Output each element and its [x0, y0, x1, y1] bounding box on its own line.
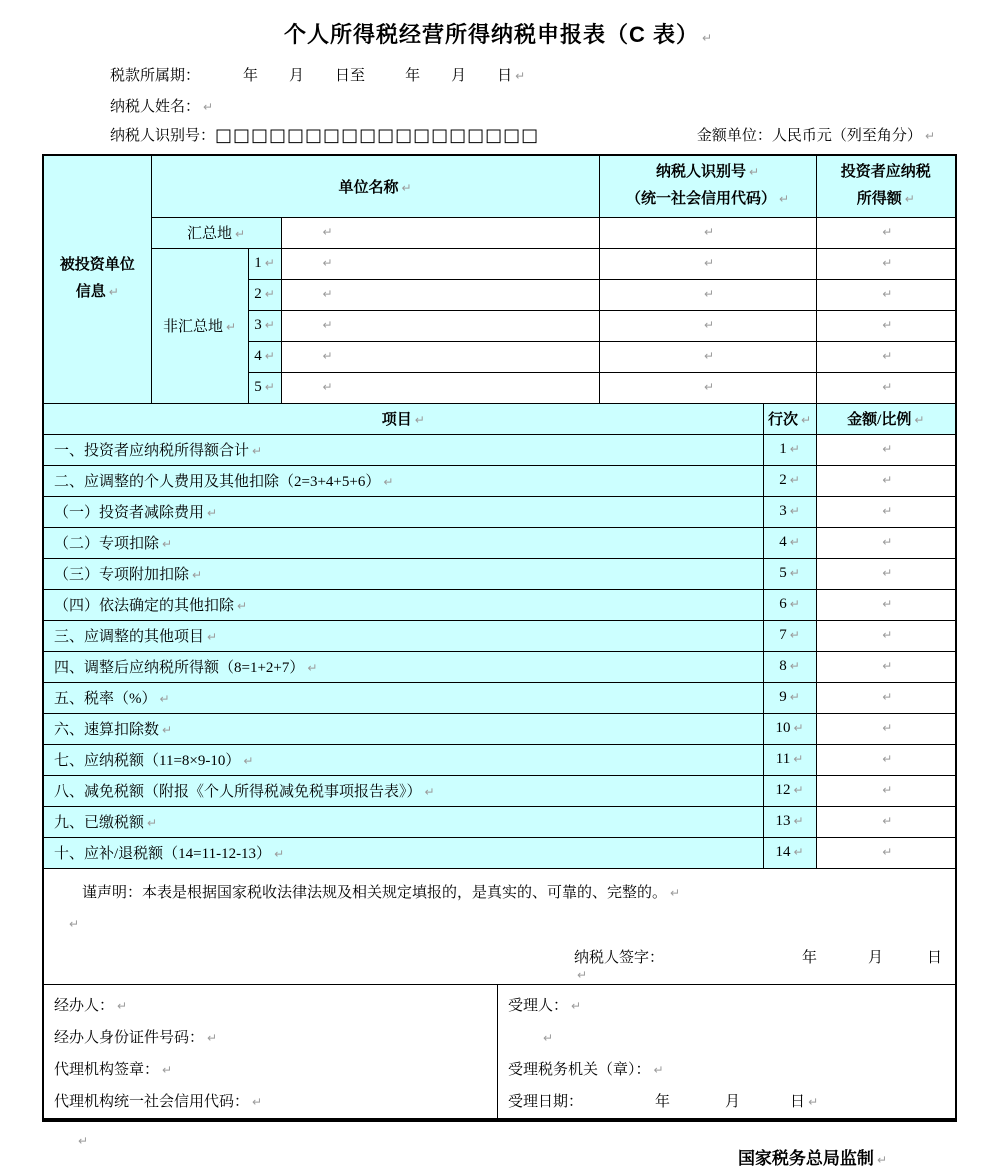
pilcrow-mark: ↵	[882, 814, 893, 828]
pilcrow-mark: ↵	[703, 287, 715, 301]
pilcrow-mark: ↵	[789, 597, 800, 611]
pilcrow-mark: ↵	[703, 349, 715, 363]
blank-line	[540, 1022, 955, 1054]
handler-line: 经办人： ↵	[54, 997, 128, 1014]
col-header-item: 项目 ↵	[43, 403, 763, 434]
unit-name-cell[interactable]	[281, 248, 599, 279]
pilcrow-mark: ↵	[401, 180, 412, 195]
item-line-no: 1 ↵	[763, 434, 816, 465]
item-amount-cell[interactable]	[816, 589, 956, 620]
signature-label: 纳税人签字：	[574, 949, 665, 966]
item-amount-cell[interactable]	[816, 775, 956, 806]
pilcrow-mark: ↵	[192, 568, 203, 582]
pilcrow-mark: ↵	[793, 814, 804, 828]
item-amount-cell[interactable]	[816, 713, 956, 744]
agency-code-line: 代理机构统一社会信用代码： ↵	[54, 1093, 263, 1110]
pilcrow-mark: ↵	[252, 1094, 263, 1109]
pilcrow-mark: ↵	[383, 475, 394, 489]
pilcrow-mark: ↵	[162, 1062, 173, 1077]
sign-month: 月	[868, 949, 884, 966]
item-row	[43, 496, 956, 527]
item-amount-cell[interactable]	[816, 465, 956, 496]
item-row	[43, 651, 956, 682]
summary-taxpayer-id-cell[interactable]	[599, 217, 816, 248]
handler-id-line: 经办人身份证件号码： ↵	[54, 1029, 218, 1046]
pilcrow-mark: ↵	[789, 628, 800, 642]
tax-period-label: 税款所属期：	[110, 68, 201, 84]
pilcrow-mark: ↵	[882, 349, 893, 363]
item-row	[43, 527, 956, 558]
item-label: 八、减免税额（附报《个人所得税减免税事项报告表》） ↵	[43, 775, 763, 806]
non-summary-seq: 5 ↵	[248, 372, 281, 403]
pilcrow-mark: ↵	[882, 225, 893, 239]
pilcrow-mark: ↵	[793, 783, 804, 797]
item-label: （二）专项扣除 ↵	[43, 527, 763, 558]
sign-day: 日	[927, 949, 943, 966]
issuer-note: 国家税务总局监制 ↵	[737, 1148, 887, 1168]
pilcrow-mark: ↵	[882, 659, 893, 673]
agent-column	[44, 985, 498, 1118]
pilcrow-mark: ↵	[882, 845, 893, 859]
item-label: （一）投资者减除费用 ↵	[43, 496, 763, 527]
item-amount-cell[interactable]	[816, 496, 956, 527]
summary-income-cell[interactable]	[816, 217, 956, 248]
pilcrow-mark: ↵	[577, 967, 588, 982]
item-amount-cell[interactable]	[816, 620, 956, 651]
pilcrow-mark: ↵	[789, 566, 800, 580]
receiver-line: 受理人： ↵	[508, 997, 582, 1014]
pilcrow-mark: ↵	[274, 847, 285, 861]
item-label: 七、应纳税额（11=8×9-10） ↵	[43, 744, 763, 775]
pilcrow-mark: ↵	[515, 69, 526, 83]
tax-form-table	[42, 154, 957, 1122]
pilcrow-mark: ↵	[882, 287, 893, 301]
pilcrow-mark: ↵	[243, 754, 254, 768]
item-amount-cell[interactable]	[816, 527, 956, 558]
pilcrow-mark: ↵	[225, 320, 237, 334]
item-amount-cell[interactable]	[816, 806, 956, 837]
agents-section	[43, 984, 956, 1120]
item-row	[43, 465, 956, 496]
item-line-no: 11 ↵	[763, 744, 816, 775]
col-header-taxable-income: 投资者应纳税 所得额 ↵	[816, 155, 956, 217]
item-line-no: 8 ↵	[763, 651, 816, 682]
item-row	[43, 713, 956, 744]
item-amount-cell[interactable]	[816, 558, 956, 589]
pilcrow-mark: ↵	[264, 349, 275, 363]
item-line-no: 14 ↵	[763, 837, 816, 868]
item-row	[43, 434, 956, 465]
pilcrow-mark: ↵	[424, 785, 435, 799]
item-label: （四）依法确定的其他扣除 ↵	[43, 589, 763, 620]
pilcrow-mark: ↵	[322, 287, 333, 301]
item-row	[43, 682, 956, 713]
pilcrow-mark: ↵	[789, 535, 800, 549]
non-summary-seq: 2 ↵	[248, 279, 281, 310]
pilcrow-mark: ↵	[237, 599, 248, 613]
taxpayer-id-cell[interactable]	[599, 341, 816, 372]
col-header-line-no: 行次 ↵	[763, 403, 816, 434]
pilcrow-mark: ↵	[322, 349, 333, 363]
pilcrow-mark: ↵	[924, 129, 935, 143]
item-line-no: 12 ↵	[763, 775, 816, 806]
pilcrow-mark: ↵	[882, 442, 893, 456]
non-summary-seq: 1 ↵	[248, 248, 281, 279]
accept-day: 日	[790, 1093, 806, 1110]
pilcrow-mark: ↵	[207, 1030, 218, 1045]
income-cell[interactable]	[816, 248, 956, 279]
unit-name-cell[interactable]	[281, 279, 599, 310]
amount-unit-note: 金额单位：人民币元（列至角分） ↵	[696, 128, 935, 144]
pilcrow-mark: ↵	[264, 287, 275, 301]
item-row	[43, 589, 956, 620]
period-start-day-to: 日至	[335, 68, 366, 84]
pilcrow-mark: ↵	[703, 318, 715, 332]
taxpayer-name-line	[110, 96, 997, 118]
agency-seal-line: 代理机构签章： ↵	[54, 1061, 173, 1078]
pilcrow-mark: ↵	[876, 1152, 887, 1167]
taxpayer-name-label: 纳税人姓名：	[110, 99, 201, 115]
item-amount-cell[interactable]	[816, 837, 956, 868]
summary-unit-name-cell[interactable]	[281, 217, 599, 248]
item-row	[43, 775, 956, 806]
pilcrow-mark: ↵	[703, 256, 715, 270]
item-amount-cell[interactable]	[816, 744, 956, 775]
item-row	[43, 558, 956, 589]
pilcrow-mark: ↵	[789, 473, 800, 487]
item-amount-cell[interactable]	[816, 682, 956, 713]
pilcrow-mark: ↵	[571, 998, 582, 1013]
item-row	[43, 620, 956, 651]
taxpayer-id-group	[110, 125, 539, 147]
item-line-no: 4 ↵	[763, 527, 816, 558]
pilcrow-mark: ↵	[162, 723, 173, 737]
tax-authority-line: 受理税务机关（章）： ↵	[508, 1061, 664, 1078]
col-header-taxpayer-id: 纳税人识别号 ↵ （统一社会信用代码） ↵	[599, 155, 816, 217]
taxpayer-id-label: 纳税人识别号：	[110, 128, 216, 144]
sign-year: 年	[802, 949, 818, 966]
pilcrow-mark: ↵	[789, 504, 800, 518]
declaration-section	[43, 868, 956, 984]
unit-name-cell[interactable]	[281, 341, 599, 372]
non-summary-location-label: 非汇总地 ↵	[151, 248, 248, 403]
period-end-day: 日	[497, 68, 513, 84]
pilcrow-mark: ↵	[882, 597, 893, 611]
pilcrow-mark: ↵	[322, 256, 333, 270]
pilcrow-mark: ↵	[882, 783, 893, 797]
item-row	[43, 744, 956, 775]
pilcrow-mark: ↵	[789, 690, 800, 704]
pilcrow-mark: ↵	[264, 256, 275, 270]
unit-name-cell[interactable]	[281, 310, 599, 341]
invested-units-section-label: 被投资单位 信息 ↵	[43, 155, 151, 403]
item-amount-cell[interactable]	[816, 651, 956, 682]
form-title: 个人所得税经营所得纳税申报表（C 表） ↵	[283, 22, 714, 47]
pilcrow-mark: ↵	[882, 535, 893, 549]
pilcrow-mark: ↵	[789, 442, 800, 456]
page-footer	[0, 1122, 997, 1169]
item-line-no: 6 ↵	[763, 589, 816, 620]
pilcrow-mark: ↵	[914, 413, 925, 427]
item-line-no: 7 ↵	[763, 620, 816, 651]
pilcrow-mark: ↵	[322, 225, 333, 239]
period-end-year: 年	[405, 68, 421, 84]
declaration-blank-line	[44, 902, 955, 933]
taxpayer-id-cell[interactable]	[599, 372, 816, 403]
accept-date-line: 受理日期： 年 月 日 ↵	[508, 1093, 819, 1110]
pilcrow-mark: ↵	[653, 1062, 664, 1077]
taxpayer-id-cell[interactable]	[599, 248, 816, 279]
item-label: 四、调整后应纳税所得额（8=1+2+7） ↵	[43, 651, 763, 682]
unit-name-cell[interactable]	[281, 372, 599, 403]
item-label: 一、投资者应纳税所得额合计 ↵	[43, 434, 763, 465]
pilcrow-mark: ↵	[264, 380, 275, 394]
income-cell[interactable]	[816, 372, 956, 403]
pilcrow-mark: ↵	[882, 504, 893, 518]
pilcrow-mark: ↵	[543, 1030, 554, 1045]
non-summary-seq: 3 ↵	[248, 310, 281, 341]
pilcrow-mark: ↵	[793, 752, 804, 766]
pilcrow-mark: ↵	[882, 721, 893, 735]
item-row	[43, 837, 956, 868]
non-summary-row	[43, 248, 956, 279]
summary-location-label: 汇总地 ↵	[151, 217, 281, 248]
pilcrow-mark: ↵	[789, 659, 800, 673]
pilcrow-mark: ↵	[322, 318, 333, 332]
item-label: 九、已缴税额 ↵	[43, 806, 763, 837]
pilcrow-mark: ↵	[793, 845, 804, 859]
pilcrow-mark: ↵	[234, 227, 246, 241]
pilcrow-mark: ↵	[162, 537, 173, 551]
item-line-no: 10 ↵	[763, 713, 816, 744]
accept-year: 年	[655, 1093, 671, 1110]
item-label: 十、应补/退税额（14=11-12-13） ↵	[43, 837, 763, 868]
item-label: （三）专项附加扣除 ↵	[43, 558, 763, 589]
pilcrow-mark: ↵	[307, 661, 318, 675]
pilcrow-mark: ↵	[703, 380, 715, 394]
item-line-no: 3 ↵	[763, 496, 816, 527]
pilcrow-mark: ↵	[882, 473, 893, 487]
pilcrow-mark: ↵	[749, 165, 760, 180]
pilcrow-mark: ↵	[703, 225, 715, 239]
period-start-year: 年	[243, 68, 259, 84]
col-header-unit-name: 单位名称 ↵	[151, 155, 599, 217]
acceptance-column	[498, 985, 955, 1118]
tax-period-line	[110, 65, 997, 87]
pilcrow-mark: ↵	[117, 998, 128, 1013]
taxpayer-id-line	[110, 125, 935, 147]
signature-line	[44, 933, 955, 984]
item-label: 六、速算扣除数 ↵	[43, 713, 763, 744]
taxpayer-id-boxes[interactable]: □□□□□□□□□□□□□□□□□□	[215, 125, 540, 146]
col-header-amount: 金额/比例 ↵	[816, 403, 956, 434]
pilcrow-mark: ↵	[322, 380, 333, 394]
item-line-no: 2 ↵	[763, 465, 816, 496]
pilcrow-mark: ↵	[264, 318, 275, 332]
period-start-month: 月	[289, 68, 305, 84]
item-line-no: 9 ↵	[763, 682, 816, 713]
item-label: 五、税率（%） ↵	[43, 682, 763, 713]
pilcrow-mark: ↵	[414, 413, 425, 427]
pilcrow-mark: ↵	[882, 690, 893, 704]
pilcrow-mark: ↵	[108, 285, 119, 300]
declaration-statement: 谨声明：本表是根据国家税收法律法规及相关规定填报的，是真实的、可靠的、完整的。 ↵	[82, 884, 681, 901]
income-cell[interactable]	[816, 341, 956, 372]
pilcrow-mark: ↵	[882, 628, 893, 642]
pilcrow-mark: ↵	[882, 256, 893, 270]
item-label: 二、应调整的个人费用及其他扣除（2=3+4+5+6） ↵	[43, 465, 763, 496]
income-cell[interactable]	[816, 279, 956, 310]
pilcrow-mark: ↵	[203, 100, 214, 114]
period-end-month: 月	[451, 68, 467, 84]
accept-month: 月	[725, 1093, 741, 1110]
pilcrow-mark: ↵	[904, 192, 915, 207]
pilcrow-mark: ↵	[882, 566, 893, 580]
pilcrow-mark: ↵	[147, 816, 158, 830]
pilcrow-mark: ↵	[801, 413, 812, 427]
pilcrow-mark: ↵	[207, 506, 218, 520]
pilcrow-mark: ↵	[882, 752, 893, 766]
taxpayer-id-cell[interactable]	[599, 310, 816, 341]
pilcrow-mark: ↵	[701, 31, 714, 45]
pilcrow-mark: ↵	[670, 885, 681, 900]
item-amount-cell[interactable]	[816, 434, 956, 465]
income-cell[interactable]	[816, 310, 956, 341]
pilcrow-mark: ↵	[69, 916, 80, 931]
item-label: 三、应调整的其他项目 ↵	[43, 620, 763, 651]
pilcrow-mark: ↵	[252, 444, 263, 458]
pilcrow-mark: ↵	[793, 721, 804, 735]
pilcrow-mark: ↵	[882, 318, 893, 332]
non-summary-seq: 4 ↵	[248, 341, 281, 372]
pilcrow-mark: ↵	[207, 630, 218, 644]
pilcrow-mark: ↵	[882, 380, 893, 394]
pilcrow-mark: ↵	[78, 1133, 89, 1148]
item-row	[43, 806, 956, 837]
pilcrow-mark: ↵	[159, 692, 170, 706]
item-line-no: 13 ↵	[763, 806, 816, 837]
taxpayer-id-cell[interactable]	[599, 279, 816, 310]
pilcrow-mark: ↵	[779, 192, 790, 207]
pilcrow-mark: ↵	[808, 1094, 819, 1109]
item-line-no: 5 ↵	[763, 558, 816, 589]
